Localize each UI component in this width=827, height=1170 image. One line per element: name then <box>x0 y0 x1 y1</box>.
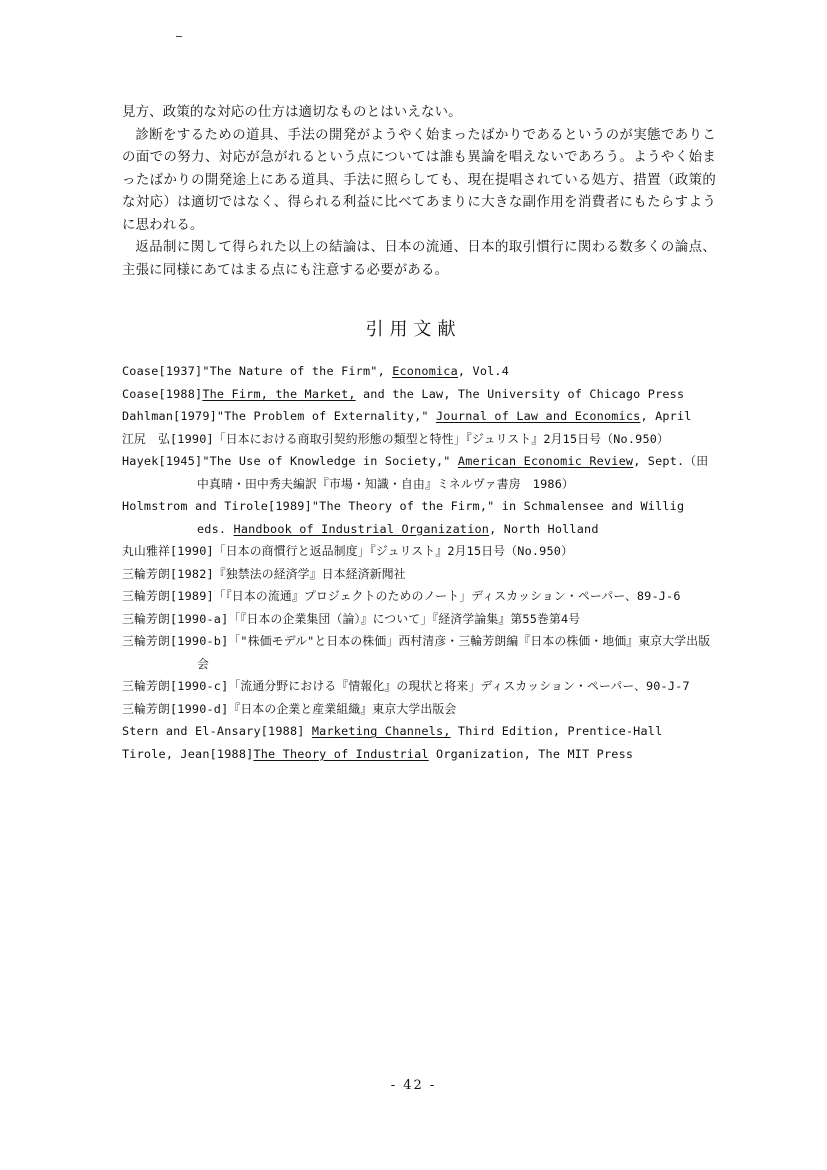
reference-item: 三輪芳朗[1990-d]『日本の企業と産業組織』東京大学出版会 <box>122 701 457 716</box>
scan-mark <box>176 36 182 37</box>
reference-item: 三輪芳朗[1982]『独禁法の経済学』日本経済新聞社 <box>122 566 406 581</box>
reference-item: 江尻 弘[1990]「日本における商取引契約形態の類型と特性」『ジュリスト』2月15日号（No.950） <box>122 431 670 446</box>
reference-item: Coase[1937]"The Nature of the Firm", Economica, Vol.4 <box>122 364 510 378</box>
reference-item: Coase[1988]The Firm, the Market, and the Law, The University of Chicago Press <box>122 386 685 401</box>
reference-item: 丸山雅祥[1990]「日本の商慣行と返品制度」『ジュリスト』2月15日号（No.950） <box>122 544 574 558</box>
reference-item: 三輪芳朗[1989]「『日本の流通』プロジェクトのためのノート」ディスカッション・ペーパー、89-J-6 <box>122 589 681 603</box>
page-number: - 42 - <box>390 1078 437 1093</box>
body-text <box>122 102 716 282</box>
section-heading: 引用文献 <box>365 319 462 340</box>
reference-item: Tirole, Jean[1988]The Theory of Industrial Organization, The MIT Press <box>122 746 634 761</box>
reference-item: 三輪芳朗[1990-c]「流通分野における『情報化』の現状と将来」ディスカッション・ペーパー、90-J-7 <box>122 679 690 693</box>
reference-list <box>122 360 716 765</box>
reference-item: Stern and El-Ansary[1988] Marketing Channels, Third Edition, Prentice-Hall <box>122 724 663 738</box>
reference-item: Dahlman[1979]"The Problem of Externality," Journal of Law and Economics, April <box>122 409 692 423</box>
reference-item: Holmstrom and Tirole[1989]"The Theory of the Firm," in Schmalensee and Willig eds. Handbook of Industrial Organization, North Holland <box>122 499 685 536</box>
reference-item: 三輪芳朗[1990-a]「『日本の企業集団（論）』について」『経済学論集』第55巻第4号 <box>122 611 581 626</box>
reference-item: 三輪芳朗[1990-b]「"株価モデル"と日本の株価」西村清彦・三輪芳朗編『日本の株価・地価』東京大学出版会 <box>122 634 711 671</box>
reference-item: Hayek[1945]"The Use of Knowledge in Society," American Economic Review, Sept.（田中真晴・田中秀夫編訳『市場・知識・自由』ミネルヴァ書房 1986） <box>122 454 709 491</box>
paragraph-1: 見方、政策的な対応の仕方は適切なものとはいえない。 <box>122 105 462 120</box>
paragraph-2: 診断をするための道具、手法の開発がようやく始まったばかりであるというのが実態でありこの面での努力、対応が急がれるという点については誰も異論を唱えないであろう。ようやく始まったばかりの開発途上にある道具、手法に照らしても、現在提唱されている処方、措置（政策的な対応）は適切ではなく、得られる利益に比べてあまりに大きな副作用を消費者にもたらすように思われる。 <box>122 127 716 233</box>
paragraph-3: 返品制に関して得られた以上の結論は、日本の流通、日本的取引慣行に関わる数多くの論点、主張に同様にあてはまる点にも注意する必要がある。 <box>122 240 716 278</box>
